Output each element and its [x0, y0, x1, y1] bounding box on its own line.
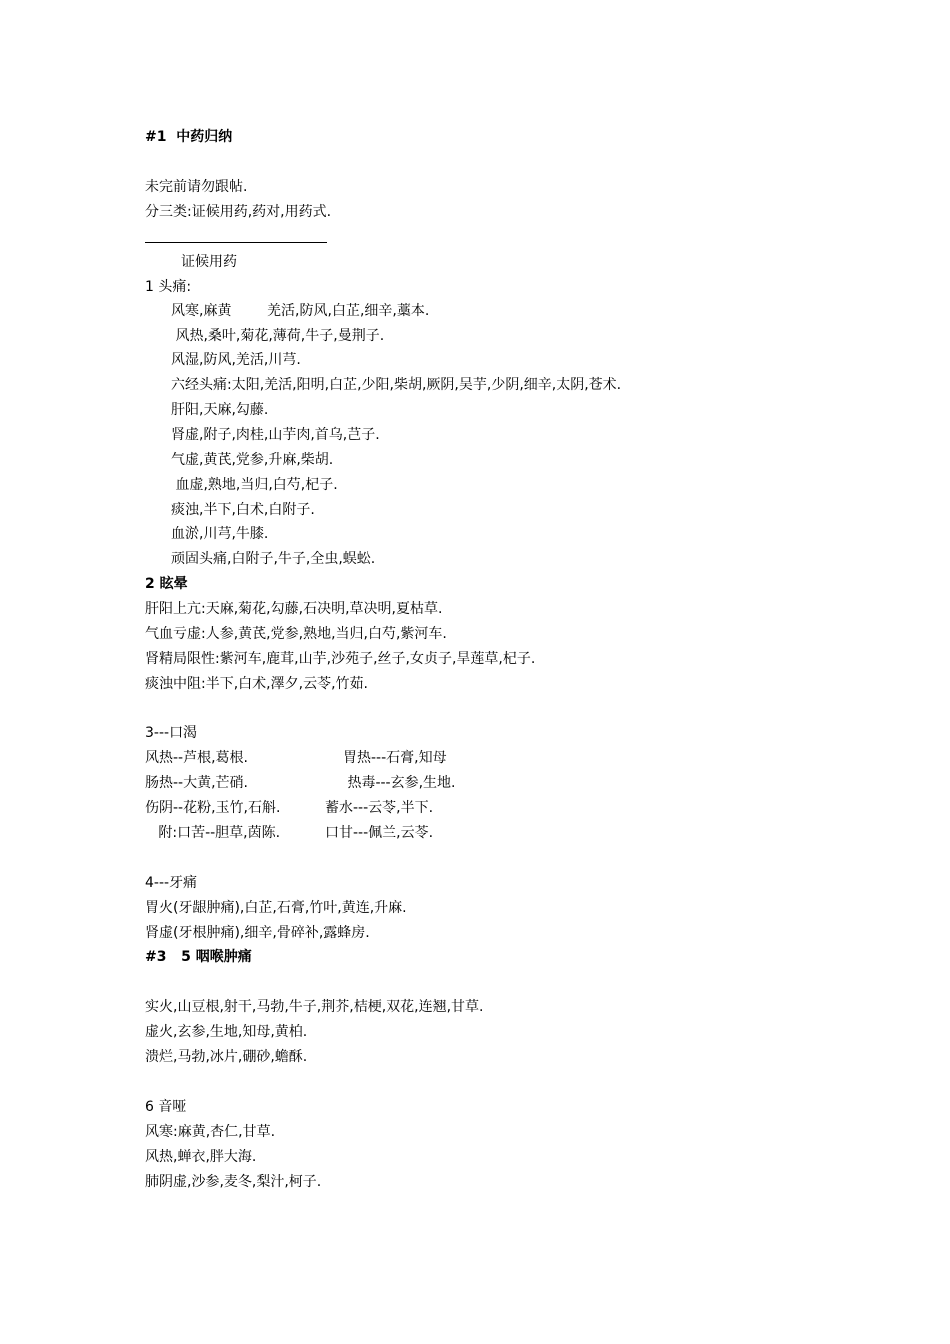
hoarseness-title: 6 音哑 [145, 1099, 187, 1115]
headache-item: 血虚,熟地,当归,白芍,杞子. [171, 477, 338, 493]
sore-throat-item: 溃烂,马勃,冰片,硼砂,蟾酥. [145, 1049, 308, 1065]
thirst-right: 胃热---石膏,知母 [343, 750, 447, 766]
headache-item: 肾虚,附子,肉桂,山芋肉,首乌,芑子. [171, 427, 380, 443]
sore-throat-item: 实火,山豆根,射干,马勃,牛子,荆芥,桔梗,双花,连翘,甘草. [145, 999, 484, 1015]
thirst-left: 附:口苦--胆草,茵陈. [145, 825, 281, 841]
hoarseness-item: 风寒:麻黄,杏仁,甘草. [145, 1124, 276, 1140]
intro-line-1: 未完前请勿跟帖. [145, 179, 248, 195]
post-title: 中药归纳 [176, 129, 233, 145]
thirst-right: 口甘---佩兰,云苓. [325, 825, 434, 841]
headache-item: 痰浊,半下,白术,白附子. [171, 502, 315, 518]
thirst-right: 热毒---玄参,生地. [343, 775, 456, 791]
sore-throat-item: 虚火,玄参,生地,知母,黄柏. [145, 1024, 308, 1040]
dizziness-item: 气血亏虚:人参,黄芪,党参,熟地,当归,白芍,紫河车. [145, 626, 447, 642]
post-heading [145, 126, 232, 148]
document-page [145, 0, 905, 1344]
thirst-left: 伤阴--花粉,玉竹,石斛. [145, 800, 281, 816]
intro-line-2: 分三类:证候用药,药对,用药式. [145, 204, 332, 220]
headache-item: 风热,桑叶,菊花,薄荷,牛子,曼荆子. [171, 328, 385, 344]
thirst-title: 3---口渴 [145, 725, 198, 741]
dizziness-item: 痰浊中阻:半下,白术,澤夕,云苓,竹茹. [145, 676, 368, 692]
headache-item: 肝阳,天麻,勾藤. [171, 402, 269, 418]
horizontal-rule [145, 242, 327, 243]
toothache-item: 肾虚(牙根肿痛),细辛,骨碎补,露蜂房. [145, 925, 370, 941]
headache-item: 风湿,防风,羌活,川芎. [171, 352, 301, 368]
thirst-left: 风热--芦根,葛根. [145, 750, 249, 766]
post-number: #1 [145, 129, 167, 145]
headache-item: 血淤,川芎,牛膝. [171, 526, 269, 542]
hoarseness-item: 肺阴虚,沙参,麦冬,梨汁,柯子. [145, 1174, 322, 1190]
dizziness-title: 2 眩晕 [145, 576, 188, 592]
headache-item: 气虚,黄芪,党参,升麻,柴胡. [171, 452, 334, 468]
sore-throat-title: #3 5 咽喉肿痛 [145, 949, 252, 965]
dizziness-item: 肝阳上亢:天麻,菊花,勾藤,石决明,草决明,夏枯草. [145, 601, 443, 617]
toothache-item: 胃火(牙龈肿痛),白芷,石膏,竹叶,黄连,升麻. [145, 900, 407, 916]
toothache-title: 4---牙痛 [145, 875, 198, 891]
thirst-left: 肠热--大黄,芒硝. [145, 775, 249, 791]
headache-item: 风寒,麻黄 羌活,防风,白芷,细辛,藁本. [171, 303, 430, 319]
headache-item: 顽固头痛,白附子,牛子,全虫,蜈蚣. [171, 551, 376, 567]
hoarseness-item: 风热,蝉衣,胖大海. [145, 1149, 257, 1165]
headache-title: 1 头痛: [145, 279, 192, 295]
thirst-right: 蓄水---云苓,半下. [325, 800, 434, 816]
section-title: 证候用药 [181, 254, 237, 270]
dizziness-item: 肾精局限性:紫河车,鹿茸,山芋,沙苑子,丝子,女贞子,旱莲草,杞子. [145, 651, 536, 667]
headache-item: 六经头痛:太阳,羌活,阳明,白芷,少阳,柴胡,厥阴,吴芋,少阴,细辛,太阴,苍术. [171, 377, 622, 393]
